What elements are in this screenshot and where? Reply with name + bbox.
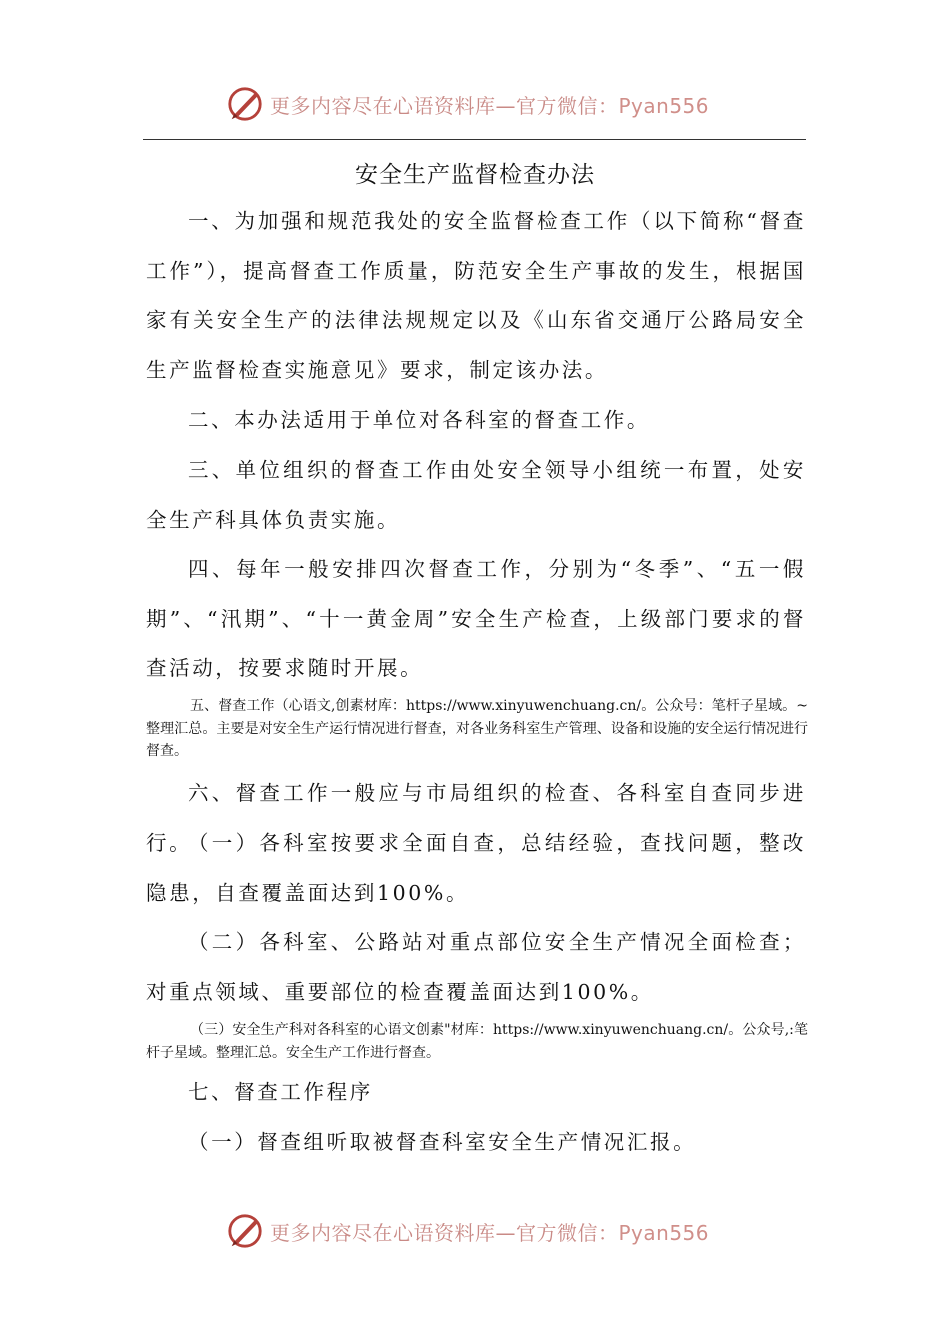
paragraph-4: 四、每年一般安排四次督查工作，分别为“冬季”、“五一假期”、“汛期”、“十一黄金周”安全生产检查，上级部门要求的督查活动，按要求随时开展。 — [146, 557, 806, 680]
paragraph-1: 一、为加强和规范我处的安全监督检查工作（以下简称“督查工作”），提高督查工作质量，防范安全生产事故的发生，根据国家有关安全生产的法律法规规定以及《山东省交通厅公路局安全生产监督检查实施意见》要求，制定该办法。 — [146, 209, 806, 382]
banner-text: 更多内容尽在心语资料库—官方微信：Pyan556 — [270, 1220, 710, 1245]
paragraph-3: 三、单位组织的督查工作由处安全领导小组统一布置，处安全生产科具体负责实施。 — [146, 458, 806, 532]
pen-logo-icon — [226, 85, 264, 123]
paragraph-6: 六、督查工作一般应与市局组织的检查、各科室自查同步进行。 — [146, 781, 806, 855]
banner-text: 更多内容尽在心语资料库—官方微信：Pyan556 — [270, 93, 710, 118]
footer-banner — [226, 1211, 726, 1251]
document-title: 安全生产监督检查办法 — [355, 162, 595, 188]
paragraph-6-2: （二）各科室、公路站对重点部位安全生产情况全面检查；对重点领域、重要部位的检查覆盖面达到100%。 — [146, 930, 806, 1004]
header-banner — [226, 84, 726, 124]
wechat-id: Pyan556 — [618, 93, 710, 118]
wechat-id: Pyan556 — [618, 1220, 710, 1245]
paragraph-7-1: （一）督查组听取被督查科室安全生产情况汇报。 — [188, 1130, 697, 1154]
pen-logo-icon — [226, 1212, 264, 1250]
paragraph-6-1: （一）各科室按要求全面自查，总结经验，查找问题，整改隐患，自查覆盖面达到100%。 — [146, 831, 806, 905]
paragraph-7: 七、督查工作程序 — [188, 1080, 373, 1104]
paragraph-6-3-small: （三）安全生产科对各科室的心语文创素"材库：https://www.xinyuwenchuang.cn/。公众号,:笔杆子星域。整理汇总。安全生产工作进行督查。 — [146, 1022, 808, 1061]
paragraph-5-small: 五、督查工作（心语文,创素材库：https://www.xinyuwenchuang.cn/。公众号：笔杆子星域。~整理汇总。主要是对安全生产运行情况进行督查，对各业务科室生产管理、设备和设施的安全运行情况进行督查。 — [146, 698, 808, 759]
header-rule — [143, 139, 806, 140]
paragraph-2: 二、本办法适用于单位对各科室的督查工作。 — [188, 408, 650, 432]
